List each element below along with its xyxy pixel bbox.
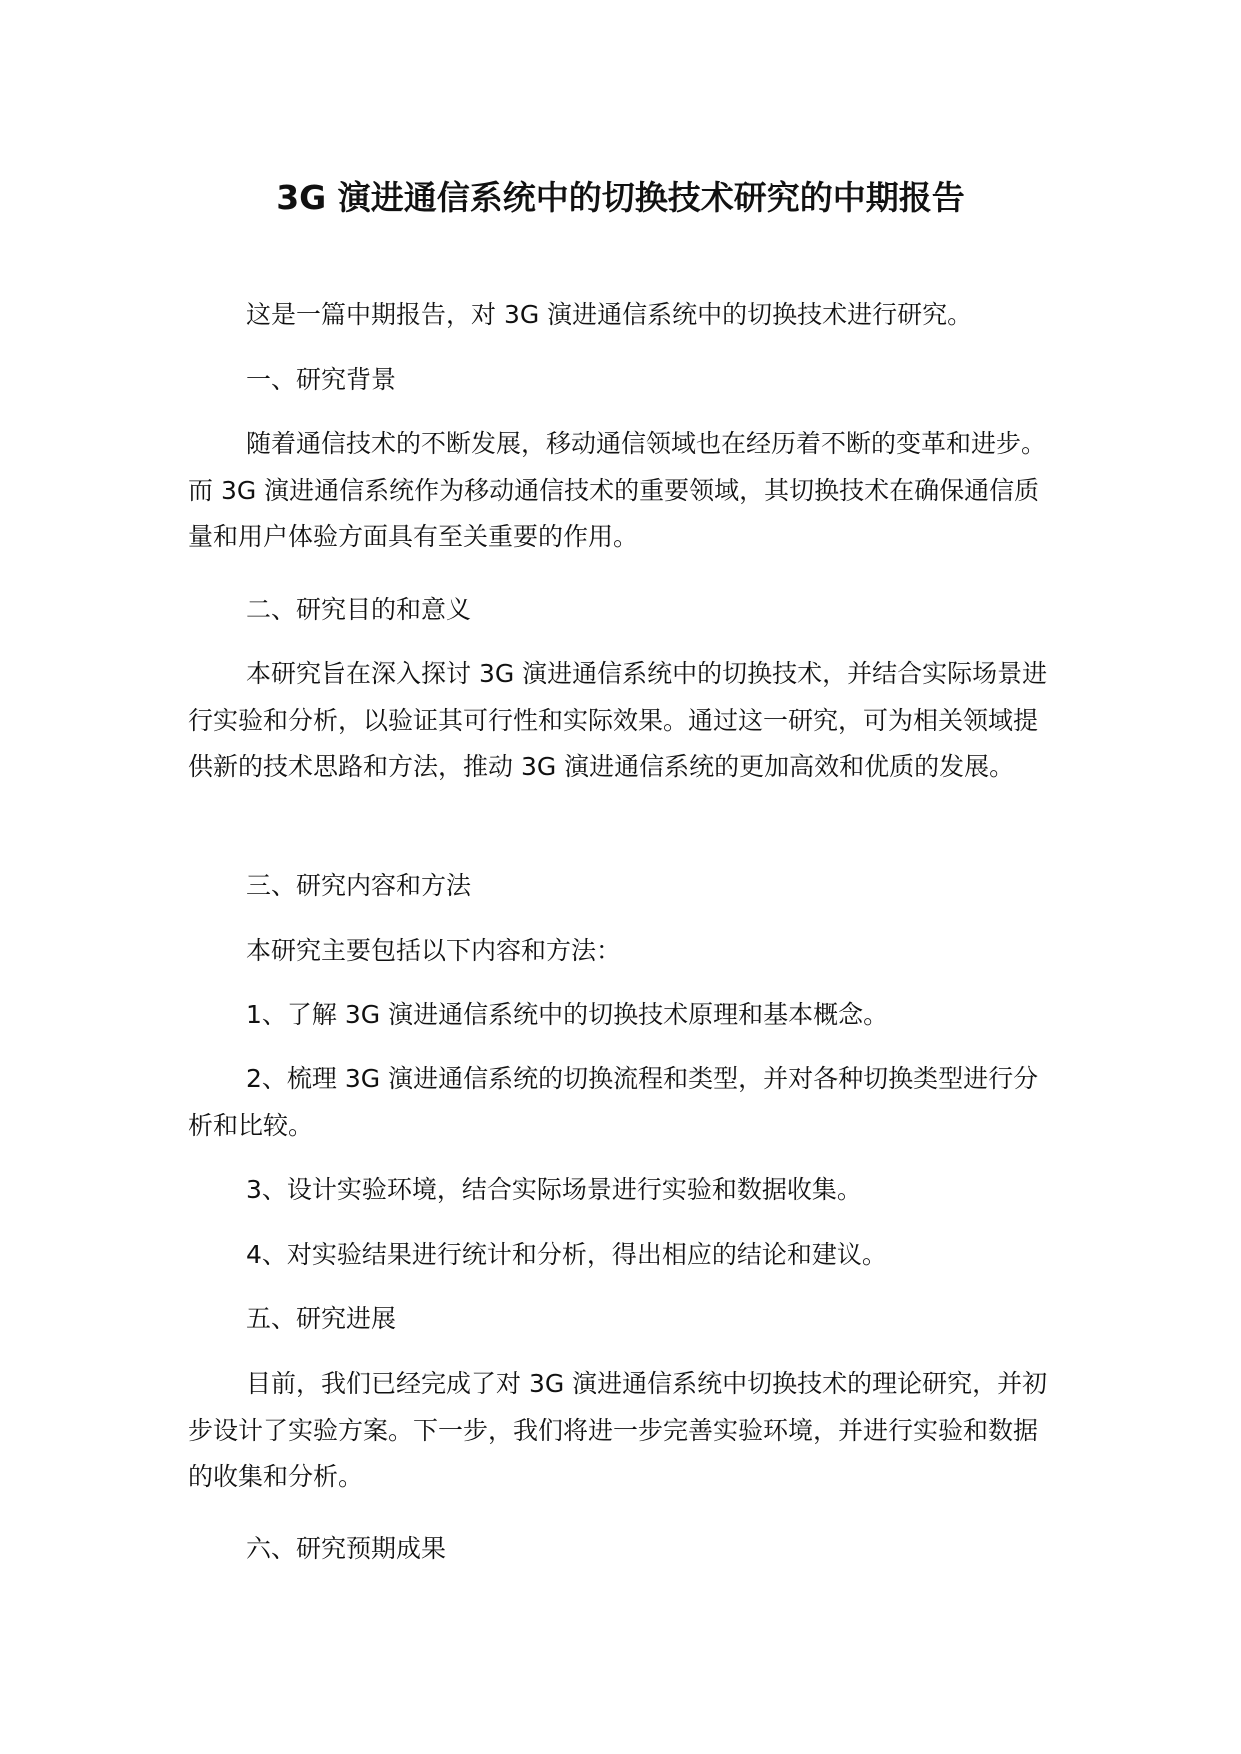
method-item-1: 1、了解 3G 演进通信系统中的切换技术原理和基本概念。 [246, 1000, 889, 1029]
section-heading-progress: 五、研究进展 [246, 1304, 397, 1333]
background-paragraph: 随着通信技术的不断发展，移动通信领域也在经历着不断的变革和进步。而 3G 演进通信系统作为移动通信技术的重要领域，其切换技术在确保通信质量和用户体验方面具有至关重要的作用。 [188, 429, 1047, 551]
intro-paragraph: 这是一篇中期报告，对 3G 演进通信系统中的切换技术进行研究。 [246, 300, 973, 329]
section-heading-expected-results: 六、研究预期成果 [246, 1534, 447, 1563]
progress-paragraph: 目前，我们已经完成了对 3G 演进通信系统中切换技术的理论研究，并初步设计了实验方案。下一步，我们将进一步完善实验环境，并进行实验和数据的收集和分析。 [188, 1369, 1048, 1491]
method-item-2: 2、梳理 3G 演进通信系统的切换流程和类型，并对各种切换类型进行分析和比较。 [188, 1064, 1039, 1140]
section-heading-purpose: 二、研究目的和意义 [246, 595, 472, 624]
purpose-paragraph: 本研究旨在深入探讨 3G 演进通信系统中的切换技术，并结合实际场景进行实验和分析，以验证其可行性和实际效果。通过这一研究，可为相关领域提供新的技术思路和方法，推动 3G 演进通信系统的更加高效和优质的发展。 [188, 659, 1048, 781]
method-item-4: 4、对实验结果进行统计和分析，得出相应的结论和建议。 [246, 1240, 887, 1269]
document-title: 3G 演进通信系统中的切换技术研究的中期报告 [276, 178, 965, 217]
section-heading-background: 一、研究背景 [246, 365, 397, 394]
section-heading-methods: 三、研究内容和方法 [246, 871, 472, 900]
method-item-3: 3、设计实验环境，结合实际场景进行实验和数据收集。 [246, 1175, 862, 1204]
methods-intro-paragraph: 本研究主要包括以下内容和方法： [246, 936, 622, 965]
